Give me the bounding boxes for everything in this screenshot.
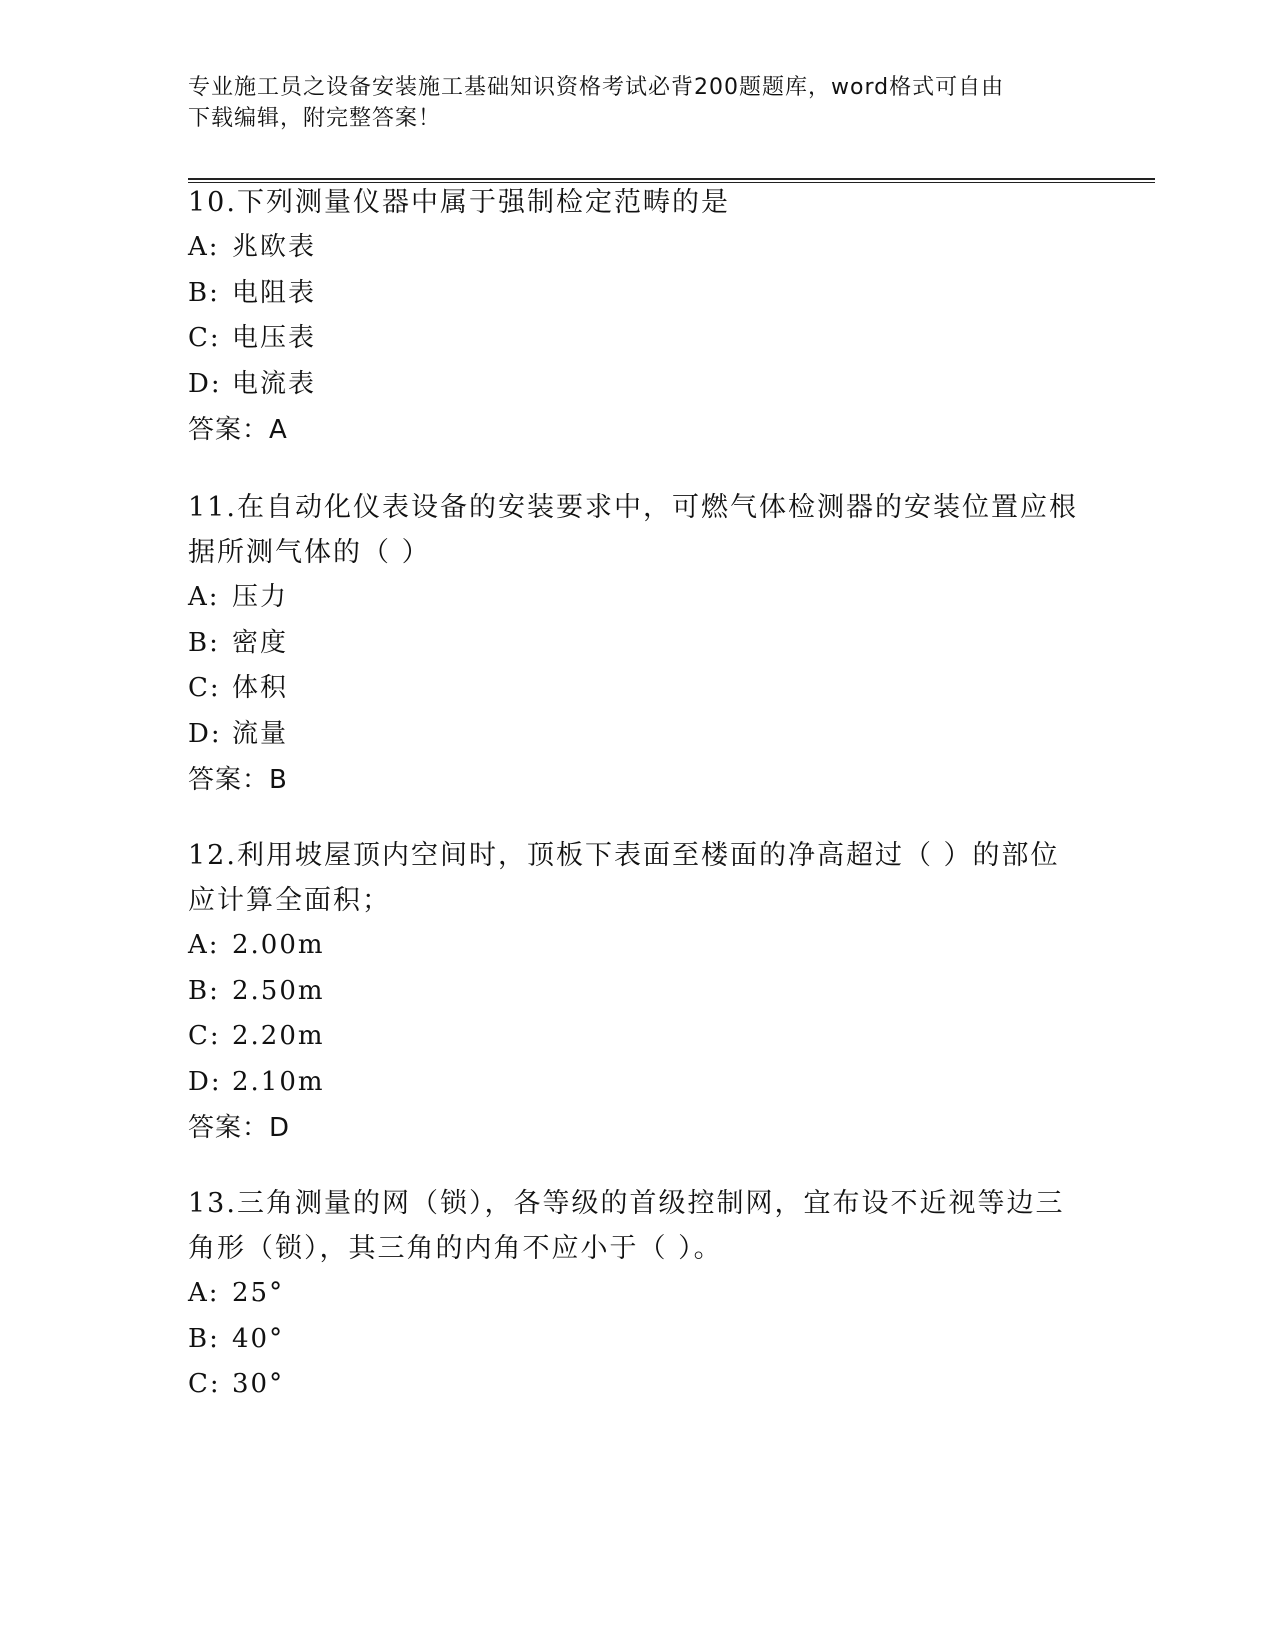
option-c (188, 316, 1088, 362)
option-text: 兆欧表 (232, 232, 317, 262)
header-title-line-1: 专业施工员之设备安装施工基础知识资格考试必背200题题库，word格式可自由 (188, 75, 1005, 100)
option-d (188, 1060, 1088, 1106)
option-letter: D: (188, 368, 222, 399)
option-letter: D: (188, 718, 222, 749)
option-text: 压力 (232, 582, 289, 612)
option-letter: A: (188, 232, 220, 262)
question-stem (188, 485, 1088, 575)
option-text: 2.00m (232, 930, 325, 960)
document-header (188, 72, 1068, 134)
header-title-line-2: 下载编辑，附完整答案！ (188, 106, 442, 131)
option-text: 25° (232, 1278, 285, 1308)
option-letter: A: (188, 1278, 220, 1308)
option-text: 电阻表 (232, 277, 317, 308)
question-10 (188, 180, 1088, 453)
option-letter: D: (188, 1066, 222, 1097)
option-text: 电压表 (232, 323, 317, 353)
option-c (188, 666, 1088, 712)
option-c (188, 1014, 1088, 1060)
option-letter: C: (188, 673, 221, 703)
option-c (188, 1362, 1088, 1408)
option-letter: C: (188, 1369, 221, 1399)
answer-line: 答案：A (188, 415, 288, 445)
option-a (188, 575, 1088, 621)
option-letter: C: (188, 323, 221, 353)
question-stem-line: 应计算全面积； (188, 885, 391, 916)
option-letter: B: (188, 975, 220, 1006)
question-stem-line: 据所测气体的（ ） (188, 537, 431, 568)
answer-line: 答案：D (188, 1113, 291, 1143)
question-stem-line: 13.三角测量的网（锁），各等级的首级控制网，宜布设不近视等边三 (188, 1188, 1065, 1219)
answer-line: 答案：B (188, 765, 288, 795)
question-stem (188, 833, 1088, 923)
question-stem-line: 11.在自动化仪表设备的安装要求中，可燃气体检测器的安装位置应根 (188, 492, 1078, 523)
option-letter: B: (188, 627, 220, 658)
option-b (188, 271, 1088, 317)
option-text: 40° (232, 1323, 285, 1354)
option-text: 30° (232, 1369, 285, 1399)
option-letter: A: (188, 930, 220, 960)
option-text: 体积 (232, 673, 289, 703)
option-letter: C: (188, 1021, 221, 1051)
option-text: 流量 (232, 718, 289, 749)
question-13 (188, 1181, 1088, 1408)
question-stem (188, 1181, 1088, 1271)
question-stem-line: 角形（锁），其三角的内角不应小于（ ）。 (188, 1233, 723, 1264)
option-b (188, 621, 1088, 667)
option-d (188, 362, 1088, 408)
question-12 (188, 833, 1088, 1151)
option-text: 2.20m (232, 1021, 325, 1051)
option-a (188, 923, 1088, 969)
option-letter: A: (188, 582, 220, 612)
option-text: 2.50m (232, 975, 325, 1006)
option-b (188, 969, 1088, 1015)
option-text: 2.10m (232, 1066, 325, 1097)
question-11 (188, 485, 1088, 803)
option-d (188, 712, 1088, 758)
option-b (188, 1317, 1088, 1363)
option-letter: B: (188, 1323, 220, 1354)
question-stem-line: 12.利用坡屋顶内空间时，顶板下表面至楼面的净高超过（ ）的部位 (188, 840, 1060, 871)
option-text: 密度 (232, 627, 289, 658)
option-a (188, 1271, 1088, 1317)
question-stem-line: 10.下列测量仪器中属于强制检定范畴的是 (188, 187, 730, 218)
question-stem (188, 180, 1088, 225)
option-a (188, 225, 1088, 271)
option-text: 电流表 (232, 368, 317, 399)
option-letter: B: (188, 277, 220, 308)
